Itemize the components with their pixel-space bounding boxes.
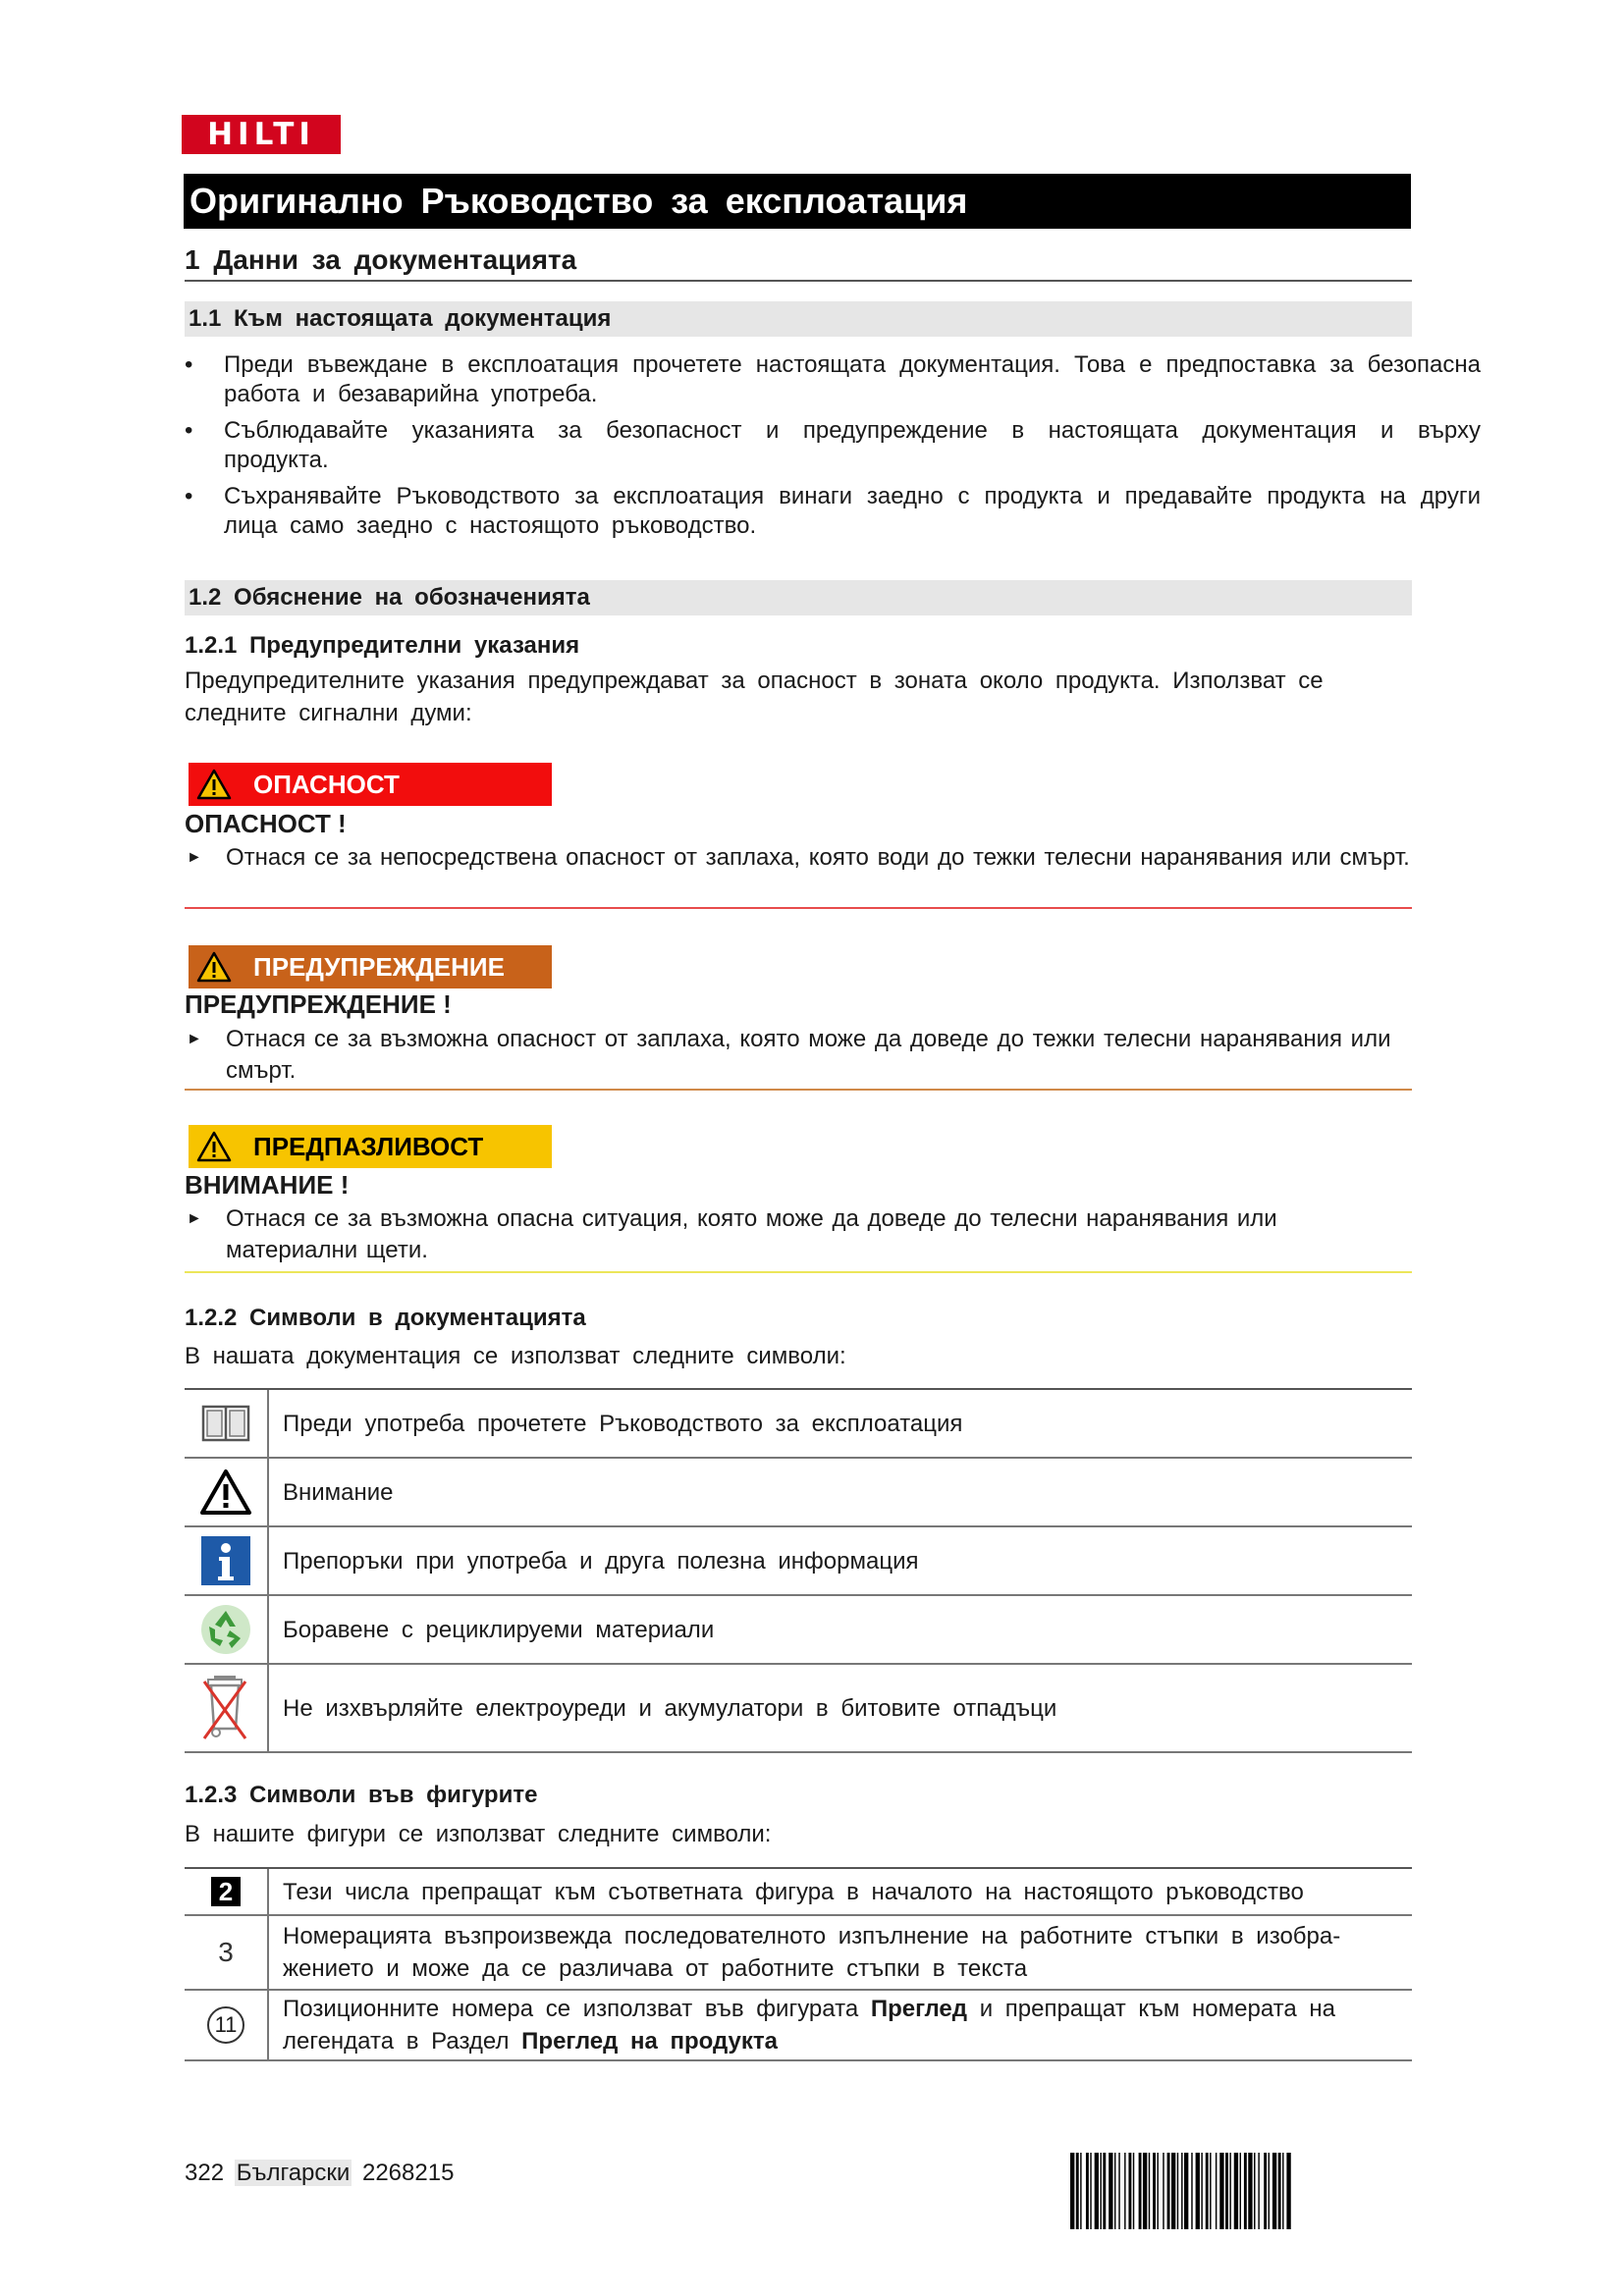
position-number-icon: 11 <box>185 1991 269 2059</box>
info-icon <box>185 1527 269 1594</box>
warning-triangle-icon <box>196 951 232 983</box>
warnings-intro: Предупредителните указания предупреждават за опасност в зоната около продукта. Използват се следните сигнални думи: <box>185 667 1324 726</box>
figure-number-icon: 2 <box>185 1869 269 1914</box>
description-part: Позиционните номера се използват във фигурата <box>283 1996 859 2022</box>
description-part: и препращат към номерата на легендата в Раздел <box>283 1996 1335 2055</box>
figure-symbols-intro: В нашите фигури се използват следните символи: <box>185 1821 772 1847</box>
caution-description: Отнася се за възможна опасна ситуация, която може да доведе до телесни наранявания или материални щети. <box>226 1205 1277 1263</box>
list-item: • Преди въвеждане в експлоатация прочетете настоящата документация. Това е предпоставка за безопасна работа и безаварийна употреба. <box>185 350 1481 409</box>
warning-triangle-icon <box>196 1131 232 1162</box>
list-item: • Съблюдавайте указанията за безопасност и предупреждение в настоящата документация и върху продукта. <box>185 416 1481 475</box>
table-row <box>185 1991 1412 2061</box>
page-footer <box>185 2157 454 2190</box>
arrow-icon: ► <box>187 1210 202 1227</box>
warning-badge <box>189 945 552 988</box>
section-1-heading: 1 Данни за документацията <box>185 240 1412 282</box>
table-row <box>185 1596 1412 1665</box>
table-row <box>185 1916 1412 1991</box>
table-row <box>185 1390 1412 1459</box>
caution-text <box>185 1203 1412 1266</box>
arrow-icon: ► <box>187 1031 202 1047</box>
description-bold: Преглед на продукта <box>521 2028 778 2055</box>
caution-divider <box>185 1271 1412 1273</box>
section-1-2-2-heading: 1.2.2 Символи в документацията <box>185 1305 586 1331</box>
danger-badge-label: ОПАСНОСТ <box>253 770 400 799</box>
symbol-description: Внимание <box>283 1478 394 1506</box>
footer-doc-id: 2268215 <box>361 2160 455 2186</box>
list-item: • Съхранявайте Ръководството за експлоатация винаги заедно с продукта и предавайте продукта на други лица само заедно с настоящото ръководство. <box>185 482 1481 541</box>
warning-divider <box>185 1089 1412 1091</box>
warning-badge-label: ПРЕДУПРЕЖДЕНИЕ <box>253 952 505 982</box>
page-number: 322 <box>185 2160 225 2186</box>
symbols-intro: В нашата документация се използват следните символи: <box>185 1343 846 1369</box>
table-row <box>185 1527 1412 1596</box>
hilti-logo: HILTI <box>182 115 341 154</box>
section-1-2-heading: 1.2 Обяснение на обозначенията <box>185 580 1412 615</box>
table-row <box>185 1665 1412 1753</box>
warning-signal-word: ПРЕДУПРЕЖДЕНИЕ ! <box>185 989 452 1019</box>
symbol-description: Преди употреба прочетете Ръководството за експлоатация <box>283 1410 963 1437</box>
section-1-2-3-heading: 1.2.3 Символи във фигурите <box>185 1782 538 1808</box>
table-row <box>185 1869 1412 1916</box>
danger-text <box>185 842 1412 874</box>
symbol-description: Препоръки при употреба и друга полезна информация <box>283 1547 919 1575</box>
table-row <box>185 1459 1412 1527</box>
warning-triangle-icon <box>196 769 232 800</box>
symbol-description <box>269 1993 1412 2057</box>
figure-symbols-table <box>185 1867 1412 2061</box>
danger-description: Отнася се за непосредствена опасност от заплаха, която води до тежки телесни наранявания или смърт. <box>226 844 1410 871</box>
arrow-icon: ► <box>187 849 202 866</box>
description-bold: Преглед <box>870 1996 968 2022</box>
section-1-1-heading: 1.1 Към настоящата документация <box>185 301 1412 337</box>
symbol-description: Не изхвърляйте електроуреди и акумулатори в битовите отпадъци <box>283 1694 1057 1722</box>
caution-badge <box>189 1125 552 1168</box>
document-symbols-table <box>185 1388 1412 1753</box>
footer-language: Български <box>236 2160 351 2186</box>
step-number-icon: 3 <box>185 1916 269 1989</box>
manual-book-icon <box>185 1390 269 1457</box>
danger-divider <box>185 907 1412 909</box>
crossed-bin-icon <box>185 1665 269 1751</box>
section-1-2-1-heading: 1.2.1 Предупредителни указания <box>185 632 580 659</box>
recycle-icon <box>185 1596 269 1663</box>
warning-description: Отнася се за възможна опасност от заплаха, която може да доведе до тежки телесни наранявания или смърт. <box>226 1026 1391 1084</box>
warning-text <box>185 1024 1412 1087</box>
caution-badge-label: ПРЕДПАЗЛИВОСТ <box>253 1132 484 1161</box>
page-title: Оригинално Ръководство за експлоатация <box>184 174 1411 229</box>
warning-triangle-icon <box>185 1459 269 1525</box>
caution-signal-word: ВНИМАНИЕ ! <box>185 1170 350 1200</box>
danger-signal-word: ОПАСНОСТ ! <box>185 809 347 838</box>
symbol-description: Тези числа препращат към съответната фигура в началото на настоящото ръководство <box>283 1878 1304 1905</box>
symbol-description: Боравене с рециклируеми материали <box>283 1616 715 1643</box>
symbol-description: Номерацията възпроизвежда последователното изпълнение на работните стъпки в изобра- жението и може да се различава от работните стъпки в текста <box>283 1923 1341 1982</box>
danger-badge <box>189 763 552 806</box>
barcode <box>1070 2153 1409 2229</box>
bullet-list <box>185 350 1481 548</box>
